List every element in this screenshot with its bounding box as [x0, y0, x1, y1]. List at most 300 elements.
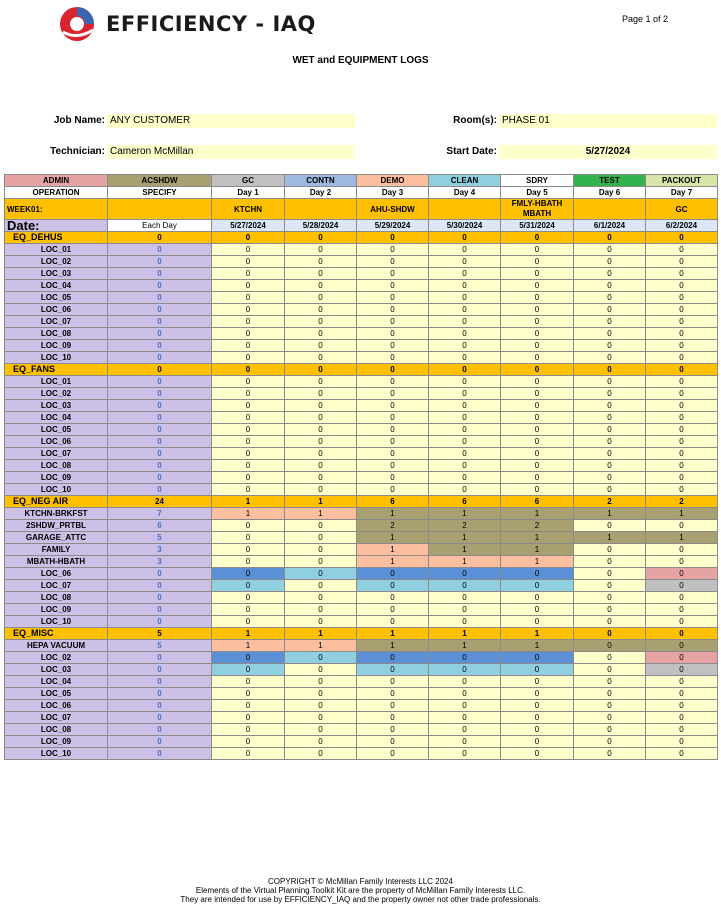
equipment-count-cell[interactable]: 0 [357, 472, 429, 484]
equipment-count-cell[interactable]: 0 [212, 580, 285, 592]
equipment-count-cell[interactable]: 1 [574, 532, 646, 544]
equipment-count-cell[interactable]: 0 [501, 328, 574, 340]
equipment-count-cell[interactable]: 0 [646, 568, 718, 580]
equipment-count-cell[interactable]: 0 [285, 664, 357, 676]
equipment-count-cell[interactable]: 0 [285, 616, 357, 628]
day-location-cell[interactable] [108, 199, 212, 220]
equipment-count-cell[interactable]: 0 [501, 304, 574, 316]
equipment-count-cell[interactable]: 1 [212, 508, 285, 520]
equipment-count-cell[interactable]: 0 [285, 556, 357, 568]
equipment-count-cell[interactable]: 0 [212, 256, 285, 268]
location-label[interactable]: LOC_06 [5, 700, 108, 712]
equipment-count-cell[interactable]: 0 [646, 460, 718, 472]
equipment-count-cell[interactable]: 0 [501, 412, 574, 424]
location-label[interactable]: LOC_02 [5, 256, 108, 268]
equipment-count-cell[interactable]: 0 [646, 688, 718, 700]
equipment-count-cell[interactable]: 0 [574, 424, 646, 436]
equipment-count-cell[interactable]: 0 [429, 460, 501, 472]
job-name-field[interactable]: ANY CUSTOMER [107, 114, 355, 128]
equipment-count-cell[interactable]: 0 [212, 556, 285, 568]
equipment-count-cell[interactable]: 0 [646, 712, 718, 724]
equipment-count-cell[interactable]: 0 [646, 604, 718, 616]
equipment-count-cell[interactable]: 0 [212, 736, 285, 748]
equipment-count-cell[interactable]: 0 [212, 604, 285, 616]
equipment-count-cell[interactable]: 0 [429, 328, 501, 340]
equipment-count-cell[interactable]: 2 [429, 520, 501, 532]
equipment-count-cell[interactable]: 0 [646, 256, 718, 268]
equipment-count-cell[interactable]: 0 [429, 484, 501, 496]
equipment-count-cell[interactable]: 0 [501, 712, 574, 724]
equipment-count-cell[interactable]: 1 [429, 556, 501, 568]
equipment-count-cell[interactable]: 2 [501, 520, 574, 532]
location-label[interactable]: LOC_06 [5, 436, 108, 448]
equipment-count-cell[interactable]: 0 [212, 448, 285, 460]
location-label[interactable]: LOC_07 [5, 712, 108, 724]
equipment-count-cell[interactable]: 0 [574, 592, 646, 604]
equipment-count-cell[interactable]: 0 [501, 652, 574, 664]
equipment-count-cell[interactable]: 0 [501, 604, 574, 616]
location-label[interactable]: MBATH-HBATH [5, 556, 108, 568]
equipment-count-cell[interactable]: 2 [357, 520, 429, 532]
equipment-count-cell[interactable]: 0 [212, 352, 285, 364]
equipment-count-cell[interactable]: 0 [429, 388, 501, 400]
equipment-count-cell[interactable]: 0 [357, 676, 429, 688]
equipment-count-cell[interactable]: 0 [285, 604, 357, 616]
equipment-count-cell[interactable]: 0 [574, 388, 646, 400]
equipment-count-cell[interactable]: 0 [357, 712, 429, 724]
equipment-count-cell[interactable]: 0 [574, 676, 646, 688]
equipment-count-cell[interactable]: 0 [646, 736, 718, 748]
location-label[interactable]: KTCHN-BRKFST [5, 508, 108, 520]
equipment-count-cell[interactable]: 1 [646, 508, 718, 520]
equipment-count-cell[interactable]: 0 [429, 412, 501, 424]
equipment-count-cell[interactable]: 0 [357, 700, 429, 712]
equipment-count-cell[interactable]: 0 [285, 472, 357, 484]
location-label[interactable]: LOC_04 [5, 280, 108, 292]
equipment-count-cell[interactable]: 0 [646, 676, 718, 688]
equipment-count-cell[interactable]: 0 [285, 292, 357, 304]
location-label[interactable]: LOC_08 [5, 460, 108, 472]
equipment-count-cell[interactable]: 0 [357, 328, 429, 340]
equipment-count-cell[interactable]: 0 [212, 340, 285, 352]
location-label[interactable]: LOC_10 [5, 616, 108, 628]
equipment-count-cell[interactable]: 0 [429, 676, 501, 688]
equipment-count-cell[interactable]: 0 [429, 568, 501, 580]
equipment-count-cell[interactable]: 0 [429, 580, 501, 592]
equipment-count-cell[interactable]: 0 [285, 436, 357, 448]
equipment-count-cell[interactable]: 0 [212, 544, 285, 556]
equipment-count-cell[interactable]: 0 [285, 520, 357, 532]
equipment-count-cell[interactable]: 0 [357, 268, 429, 280]
location-label[interactable]: LOC_02 [5, 388, 108, 400]
equipment-count-cell[interactable]: 0 [574, 640, 646, 652]
equipment-count-cell[interactable]: 0 [574, 484, 646, 496]
equipment-count-cell[interactable]: 0 [501, 676, 574, 688]
equipment-count-cell[interactable]: 0 [501, 280, 574, 292]
equipment-count-cell[interactable]: 0 [212, 424, 285, 436]
equipment-count-cell[interactable]: 0 [429, 280, 501, 292]
equipment-count-cell[interactable]: 0 [285, 400, 357, 412]
equipment-count-cell[interactable]: 0 [285, 328, 357, 340]
equipment-count-cell[interactable]: 0 [646, 472, 718, 484]
equipment-count-cell[interactable]: 0 [429, 604, 501, 616]
equipment-count-cell[interactable]: 0 [285, 280, 357, 292]
equipment-count-cell[interactable]: 0 [285, 460, 357, 472]
equipment-count-cell[interactable]: 0 [501, 316, 574, 328]
equipment-count-cell[interactable]: 0 [574, 748, 646, 760]
equipment-count-cell[interactable]: 0 [357, 664, 429, 676]
equipment-count-cell[interactable]: 0 [357, 412, 429, 424]
equipment-count-cell[interactable]: 0 [646, 352, 718, 364]
equipment-count-cell[interactable]: 0 [646, 376, 718, 388]
equipment-count-cell[interactable]: 0 [501, 592, 574, 604]
equipment-count-cell[interactable]: 0 [429, 724, 501, 736]
equipment-count-cell[interactable]: 0 [357, 448, 429, 460]
equipment-count-cell[interactable]: 0 [429, 316, 501, 328]
equipment-count-cell[interactable]: 0 [646, 520, 718, 532]
equipment-count-cell[interactable]: 0 [429, 352, 501, 364]
equipment-count-cell[interactable]: 0 [646, 664, 718, 676]
equipment-count-cell[interactable]: 0 [212, 484, 285, 496]
location-label[interactable]: HEPA VACUUM [5, 640, 108, 652]
equipment-count-cell[interactable]: 0 [501, 448, 574, 460]
equipment-count-cell[interactable]: 0 [357, 424, 429, 436]
equipment-count-cell[interactable]: 0 [285, 304, 357, 316]
location-label[interactable]: LOC_06 [5, 568, 108, 580]
equipment-count-cell[interactable]: 0 [429, 592, 501, 604]
equipment-count-cell[interactable]: 0 [212, 652, 285, 664]
equipment-count-cell[interactable]: 0 [212, 436, 285, 448]
equipment-count-cell[interactable]: 0 [501, 424, 574, 436]
equipment-count-cell[interactable]: 0 [212, 592, 285, 604]
equipment-count-cell[interactable]: 0 [357, 256, 429, 268]
equipment-count-cell[interactable]: 0 [646, 724, 718, 736]
equipment-count-cell[interactable]: 1 [357, 640, 429, 652]
equipment-count-cell[interactable]: 0 [212, 688, 285, 700]
equipment-count-cell[interactable]: 0 [285, 688, 357, 700]
equipment-count-cell[interactable]: 0 [212, 472, 285, 484]
equipment-count-cell[interactable]: 0 [212, 616, 285, 628]
equipment-count-cell[interactable]: 0 [501, 580, 574, 592]
equipment-count-cell[interactable]: 0 [646, 616, 718, 628]
equipment-count-cell[interactable]: 0 [574, 268, 646, 280]
equipment-count-cell[interactable]: 0 [429, 652, 501, 664]
equipment-count-cell[interactable]: 0 [574, 412, 646, 424]
location-label[interactable]: LOC_03 [5, 400, 108, 412]
equipment-count-cell[interactable]: 0 [212, 520, 285, 532]
equipment-count-cell[interactable]: 0 [429, 664, 501, 676]
location-label[interactable]: LOC_09 [5, 736, 108, 748]
equipment-count-cell[interactable]: 1 [357, 532, 429, 544]
day-location-cell[interactable]: AHU-SHDW [357, 199, 429, 220]
equipment-count-cell[interactable]: 0 [429, 256, 501, 268]
equipment-count-cell[interactable]: 0 [429, 436, 501, 448]
location-label[interactable]: LOC_05 [5, 424, 108, 436]
equipment-count-cell[interactable]: 1 [285, 508, 357, 520]
location-label[interactable]: LOC_08 [5, 724, 108, 736]
equipment-count-cell[interactable]: 0 [574, 376, 646, 388]
equipment-count-cell[interactable]: 0 [501, 568, 574, 580]
location-label[interactable]: LOC_04 [5, 676, 108, 688]
equipment-count-cell[interactable]: 1 [212, 640, 285, 652]
equipment-count-cell[interactable]: 0 [212, 304, 285, 316]
equipment-count-cell[interactable]: 0 [646, 592, 718, 604]
equipment-count-cell[interactable]: 0 [212, 412, 285, 424]
equipment-count-cell[interactable]: 0 [212, 532, 285, 544]
equipment-count-cell[interactable]: 0 [501, 484, 574, 496]
equipment-count-cell[interactable]: 0 [501, 388, 574, 400]
equipment-count-cell[interactable]: 0 [357, 736, 429, 748]
equipment-count-cell[interactable]: 0 [501, 472, 574, 484]
equipment-count-cell[interactable]: 0 [574, 472, 646, 484]
equipment-count-cell[interactable]: 0 [646, 244, 718, 256]
equipment-count-cell[interactable]: 0 [429, 304, 501, 316]
equipment-count-cell[interactable]: 0 [574, 580, 646, 592]
equipment-count-cell[interactable]: 0 [285, 700, 357, 712]
equipment-count-cell[interactable]: 1 [285, 640, 357, 652]
equipment-count-cell[interactable]: 0 [574, 400, 646, 412]
equipment-count-cell[interactable]: 0 [646, 748, 718, 760]
equipment-count-cell[interactable]: 0 [646, 328, 718, 340]
equipment-count-cell[interactable]: 0 [574, 280, 646, 292]
equipment-count-cell[interactable]: 0 [574, 544, 646, 556]
equipment-count-cell[interactable]: 0 [429, 472, 501, 484]
equipment-count-cell[interactable]: 0 [646, 400, 718, 412]
equipment-count-cell[interactable]: 1 [429, 544, 501, 556]
equipment-count-cell[interactable]: 0 [212, 712, 285, 724]
equipment-count-cell[interactable]: 0 [574, 616, 646, 628]
equipment-count-cell[interactable]: 0 [285, 424, 357, 436]
equipment-count-cell[interactable]: 0 [501, 664, 574, 676]
equipment-count-cell[interactable]: 0 [646, 340, 718, 352]
equipment-count-cell[interactable]: 1 [501, 640, 574, 652]
equipment-count-cell[interactable]: 0 [285, 388, 357, 400]
equipment-count-cell[interactable]: 0 [574, 304, 646, 316]
equipment-count-cell[interactable]: 0 [285, 352, 357, 364]
equipment-count-cell[interactable]: 0 [574, 244, 646, 256]
equipment-count-cell[interactable]: 0 [429, 700, 501, 712]
equipment-count-cell[interactable]: 0 [574, 328, 646, 340]
equipment-count-cell[interactable]: 0 [574, 664, 646, 676]
equipment-count-cell[interactable]: 1 [429, 640, 501, 652]
equipment-count-cell[interactable]: 0 [429, 448, 501, 460]
equipment-count-cell[interactable]: 1 [501, 508, 574, 520]
day-location-cell[interactable] [429, 199, 501, 220]
equipment-count-cell[interactable]: 0 [574, 604, 646, 616]
equipment-count-cell[interactable]: 0 [501, 460, 574, 472]
equipment-count-cell[interactable]: 0 [646, 316, 718, 328]
equipment-count-cell[interactable]: 0 [574, 292, 646, 304]
equipment-count-cell[interactable]: 0 [285, 736, 357, 748]
location-label[interactable]: LOC_09 [5, 340, 108, 352]
equipment-count-cell[interactable]: 0 [501, 268, 574, 280]
equipment-count-cell[interactable]: 0 [357, 280, 429, 292]
equipment-count-cell[interactable]: 0 [646, 412, 718, 424]
equipment-count-cell[interactable]: 0 [357, 604, 429, 616]
equipment-count-cell[interactable]: 0 [357, 652, 429, 664]
equipment-count-cell[interactable]: 0 [429, 736, 501, 748]
equipment-count-cell[interactable]: 0 [429, 400, 501, 412]
location-label[interactable]: LOC_07 [5, 580, 108, 592]
equipment-count-cell[interactable]: 0 [429, 712, 501, 724]
equipment-count-cell[interactable]: 0 [429, 244, 501, 256]
equipment-count-cell[interactable]: 0 [357, 436, 429, 448]
equipment-count-cell[interactable]: 0 [285, 532, 357, 544]
location-label[interactable]: LOC_07 [5, 316, 108, 328]
equipment-count-cell[interactable]: 0 [357, 460, 429, 472]
equipment-count-cell[interactable]: 0 [285, 712, 357, 724]
equipment-count-cell[interactable]: 1 [501, 532, 574, 544]
equipment-count-cell[interactable]: 0 [285, 748, 357, 760]
equipment-count-cell[interactable]: 0 [646, 268, 718, 280]
equipment-count-cell[interactable]: 0 [501, 340, 574, 352]
equipment-count-cell[interactable]: 0 [646, 544, 718, 556]
location-label[interactable]: LOC_08 [5, 592, 108, 604]
equipment-count-cell[interactable]: 0 [574, 688, 646, 700]
equipment-count-cell[interactable]: 0 [574, 712, 646, 724]
location-label[interactable]: LOC_05 [5, 688, 108, 700]
equipment-count-cell[interactable]: 0 [646, 424, 718, 436]
equipment-count-cell[interactable]: 0 [357, 340, 429, 352]
equipment-count-cell[interactable]: 0 [501, 352, 574, 364]
equipment-count-cell[interactable]: 0 [357, 592, 429, 604]
equipment-count-cell[interactable]: 0 [501, 748, 574, 760]
equipment-count-cell[interactable]: 0 [501, 436, 574, 448]
equipment-count-cell[interactable]: 0 [429, 748, 501, 760]
location-label[interactable]: LOC_03 [5, 664, 108, 676]
equipment-count-cell[interactable]: 0 [574, 700, 646, 712]
equipment-count-cell[interactable]: 0 [212, 700, 285, 712]
equipment-count-cell[interactable]: 0 [501, 244, 574, 256]
equipment-count-cell[interactable]: 0 [285, 580, 357, 592]
equipment-count-cell[interactable]: 0 [285, 340, 357, 352]
equipment-count-cell[interactable]: 0 [646, 388, 718, 400]
equipment-count-cell[interactable]: 0 [212, 676, 285, 688]
equipment-count-cell[interactable]: 0 [429, 340, 501, 352]
location-label[interactable]: LOC_01 [5, 376, 108, 388]
equipment-count-cell[interactable]: 1 [429, 508, 501, 520]
equipment-count-cell[interactable]: 0 [574, 256, 646, 268]
equipment-count-cell[interactable]: 0 [357, 484, 429, 496]
equipment-count-cell[interactable]: 0 [501, 688, 574, 700]
location-label[interactable]: 2SHDW_PRTBL [5, 520, 108, 532]
equipment-count-cell[interactable]: 0 [357, 580, 429, 592]
equipment-count-cell[interactable]: 0 [285, 316, 357, 328]
equipment-count-cell[interactable]: 0 [285, 592, 357, 604]
equipment-count-cell[interactable]: 0 [285, 568, 357, 580]
equipment-count-cell[interactable]: 0 [574, 460, 646, 472]
location-label[interactable]: LOC_09 [5, 604, 108, 616]
equipment-count-cell[interactable]: 0 [646, 304, 718, 316]
equipment-count-cell[interactable]: 0 [212, 460, 285, 472]
location-label[interactable]: LOC_04 [5, 412, 108, 424]
equipment-count-cell[interactable]: 0 [212, 376, 285, 388]
equipment-count-cell[interactable]: 0 [212, 280, 285, 292]
location-label[interactable]: LOC_10 [5, 748, 108, 760]
day-location-cell[interactable]: KTCHN [212, 199, 285, 220]
equipment-count-cell[interactable]: 0 [285, 376, 357, 388]
equipment-count-cell[interactable]: 0 [501, 736, 574, 748]
equipment-count-cell[interactable]: 0 [574, 724, 646, 736]
equipment-count-cell[interactable]: 0 [646, 436, 718, 448]
location-label[interactable]: LOC_10 [5, 352, 108, 364]
location-label[interactable]: FAMILY [5, 544, 108, 556]
equipment-count-cell[interactable]: 0 [646, 700, 718, 712]
equipment-count-cell[interactable]: 0 [357, 352, 429, 364]
equipment-count-cell[interactable]: 0 [574, 436, 646, 448]
equipment-count-cell[interactable]: 0 [357, 748, 429, 760]
start-date-field[interactable]: 5/27/2024 [499, 145, 717, 159]
equipment-count-cell[interactable]: 0 [574, 352, 646, 364]
equipment-count-cell[interactable]: 0 [357, 568, 429, 580]
equipment-count-cell[interactable]: 0 [429, 616, 501, 628]
location-label[interactable]: LOC_09 [5, 472, 108, 484]
equipment-count-cell[interactable]: 0 [212, 664, 285, 676]
rooms-field[interactable]: PHASE 01 [499, 114, 717, 128]
equipment-count-cell[interactable]: 0 [357, 244, 429, 256]
equipment-count-cell[interactable]: 0 [574, 340, 646, 352]
equipment-count-cell[interactable]: 0 [574, 652, 646, 664]
equipment-count-cell[interactable]: 0 [285, 484, 357, 496]
equipment-count-cell[interactable]: 1 [357, 508, 429, 520]
equipment-count-cell[interactable]: 0 [285, 544, 357, 556]
equipment-count-cell[interactable]: 0 [646, 652, 718, 664]
equipment-count-cell[interactable]: 1 [357, 544, 429, 556]
equipment-count-cell[interactable]: 0 [429, 376, 501, 388]
equipment-count-cell[interactable]: 1 [429, 532, 501, 544]
equipment-count-cell[interactable]: 0 [501, 376, 574, 388]
equipment-count-cell[interactable]: 0 [357, 616, 429, 628]
equipment-count-cell[interactable]: 0 [212, 268, 285, 280]
equipment-count-cell[interactable]: 0 [574, 556, 646, 568]
equipment-count-cell[interactable]: 1 [501, 544, 574, 556]
location-label[interactable]: LOC_03 [5, 268, 108, 280]
day-location-cell[interactable] [285, 199, 357, 220]
equipment-count-cell[interactable]: 0 [212, 388, 285, 400]
equipment-count-cell[interactable]: 0 [501, 400, 574, 412]
equipment-count-cell[interactable]: 0 [501, 616, 574, 628]
equipment-count-cell[interactable]: 0 [429, 424, 501, 436]
location-label[interactable]: LOC_02 [5, 652, 108, 664]
equipment-count-cell[interactable]: 0 [574, 736, 646, 748]
equipment-count-cell[interactable]: 0 [429, 688, 501, 700]
day-location-cell[interactable]: GC [646, 199, 718, 220]
equipment-count-cell[interactable]: 0 [501, 724, 574, 736]
equipment-count-cell[interactable]: 0 [212, 724, 285, 736]
equipment-count-cell[interactable]: 0 [646, 448, 718, 460]
equipment-count-cell[interactable]: 0 [574, 568, 646, 580]
equipment-count-cell[interactable]: 0 [212, 328, 285, 340]
equipment-count-cell[interactable]: 0 [357, 724, 429, 736]
equipment-count-cell[interactable]: 0 [285, 256, 357, 268]
equipment-count-cell[interactable]: 0 [285, 448, 357, 460]
equipment-count-cell[interactable]: 0 [357, 688, 429, 700]
equipment-count-cell[interactable]: 0 [429, 292, 501, 304]
equipment-count-cell[interactable]: 0 [574, 520, 646, 532]
day-location-cell[interactable] [574, 199, 646, 220]
location-label[interactable]: LOC_08 [5, 328, 108, 340]
equipment-count-cell[interactable]: 0 [212, 568, 285, 580]
technician-field[interactable]: Cameron McMillan [107, 145, 355, 159]
equipment-count-cell[interactable]: 0 [646, 484, 718, 496]
equipment-count-cell[interactable]: 1 [574, 508, 646, 520]
equipment-count-cell[interactable]: 0 [646, 640, 718, 652]
equipment-count-cell[interactable]: 0 [501, 256, 574, 268]
equipment-count-cell[interactable]: 0 [285, 244, 357, 256]
equipment-count-cell[interactable]: 0 [212, 400, 285, 412]
equipment-count-cell[interactable]: 0 [285, 724, 357, 736]
equipment-count-cell[interactable]: 0 [574, 316, 646, 328]
